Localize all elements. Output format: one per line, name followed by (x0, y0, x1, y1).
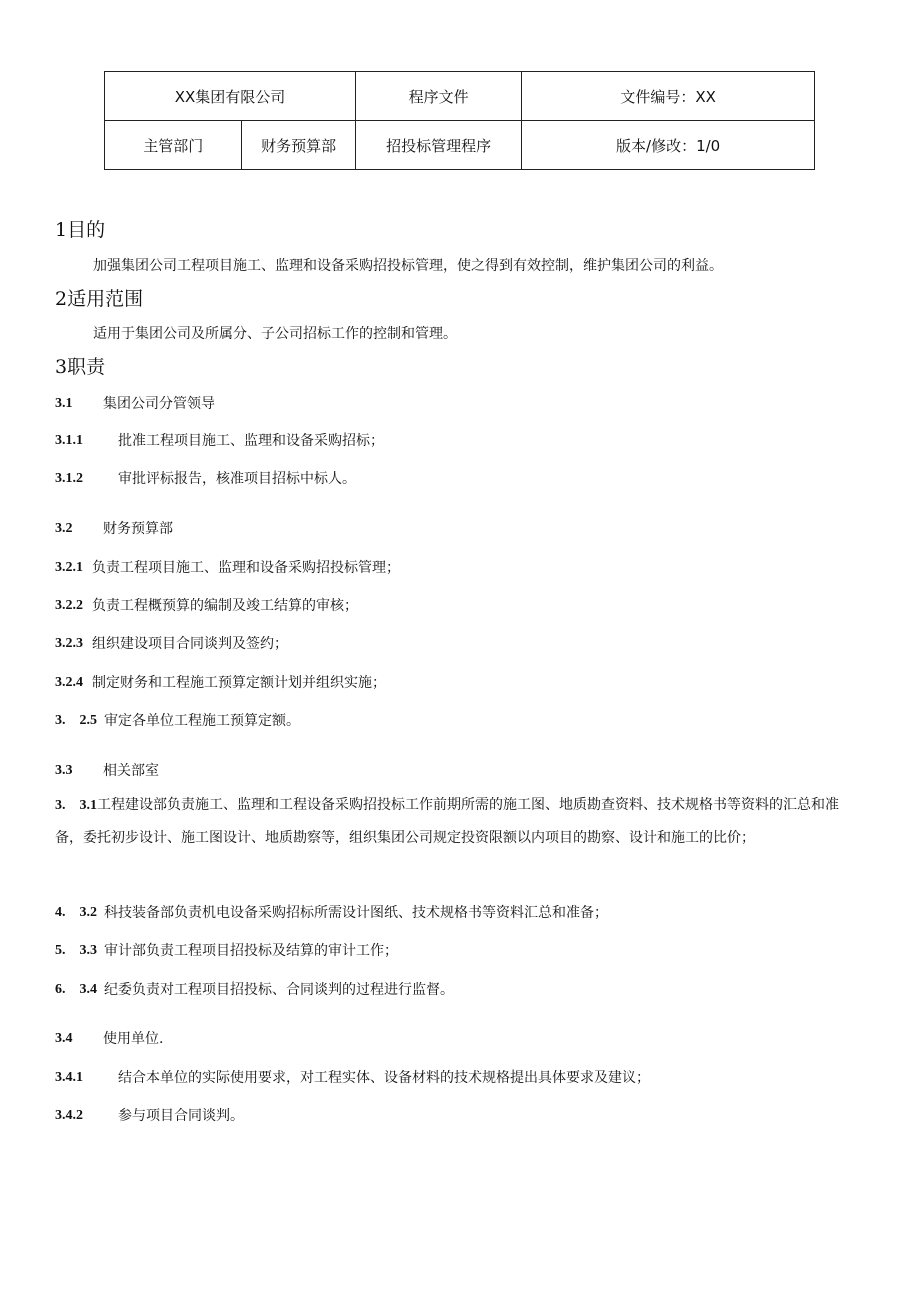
procedure-name-cell: 招投标管理程序 (355, 121, 521, 170)
item-3-1-2-text: 审批评标报告，核准项目招标中标人。 (118, 471, 356, 487)
item-3-3-3-text: 审计部负责工程项目招投标及结算的审计工作； (104, 943, 398, 959)
item-3-2-1-number: 3.2.1 (55, 560, 83, 575)
item-3-2-number: 3.2 (55, 521, 73, 536)
section-2-text: 适用于集团公司及所属分、子公司招标工作的控制和管理。 (93, 326, 457, 342)
item-3-1-1-text: 批准工程项目施工、监理和设备采购招标； (118, 433, 384, 449)
item-3-4-2-number: 3.4.2 (55, 1108, 83, 1123)
item-3-2-4-number: 3.2.4 (55, 675, 83, 690)
dept-value-cell: 财务预算部 (242, 121, 356, 170)
item-3-3-4-text: 纪委负责对工程项目招投标、合同谈判的过程进行监督。 (104, 982, 454, 998)
item-3-3-4-number: 6. 3.4 (55, 982, 97, 997)
item-3-1-text: 集团公司分管领导 (103, 396, 215, 412)
item-3-4-1-text: 结合本单位的实际使用要求，对工程实体、设备材料的技术规格提出具体要求及建议； (118, 1070, 650, 1086)
doc-number-cell: 文件编号：XX (522, 72, 815, 121)
dept-label-cell: 主管部门 (105, 121, 242, 170)
item-3-4-1-number: 3.4.1 (55, 1070, 83, 1085)
item-3-1-2-number: 3.1.2 (55, 471, 83, 486)
item-3-2-2-text: 负责工程概预算的编制及竣工结算的审核； (92, 598, 358, 614)
item-3-3-3-number: 5. 3.3 (55, 943, 97, 958)
company-name-cell: XX集团有限公司 (105, 72, 356, 121)
item-3-4-text: 使用单位. (103, 1031, 164, 1047)
item-3-3-1-number: 3. 3.1 (55, 798, 97, 813)
item-3-1-1-number: 3.1.1 (55, 433, 83, 448)
item-3-2-text: 财务预算部 (103, 521, 173, 537)
section-2-title: 2适用范围 (55, 288, 144, 310)
item-3-2-3-text: 组织建设项目合同谈判及签约； (92, 636, 288, 652)
item-3-2-1-text: 负责工程项目施工、监理和设备采购招投标管理； (92, 560, 400, 576)
header-row-2 (105, 121, 815, 170)
item-3-2-5-text: 审定各单位工程施工预算定额。 (104, 713, 300, 729)
header-row-1 (105, 72, 815, 121)
item-3-1-number: 3.1 (55, 396, 73, 411)
section-1-title: 1目的 (55, 219, 106, 241)
item-3-3-1-paragraph (55, 789, 855, 855)
item-3-3-1-text: 工程建设部负责施工、监理和工程设备采购招投标工作前期所需的施工图、地质勘查资料、技术规格书等资料的汇总和准备，委托初步设计、施工图设计、地质勘察等，组织集团公司规定投资限额以内项目的勘察、设计和施工的比价； (55, 797, 839, 846)
item-3-2-4-text: 制定财务和工程施工预算定额计划并组织实施； (92, 675, 386, 691)
item-3-3-2-number: 4. 3.2 (55, 905, 97, 920)
item-3-3-number: 3.3 (55, 763, 73, 778)
item-3-4-2-text: 参与项目合同谈判。 (118, 1108, 244, 1124)
document-header-table (104, 71, 815, 170)
item-3-2-2-number: 3.2.2 (55, 598, 83, 613)
item-3-4-number: 3.4 (55, 1031, 73, 1046)
section-1-text: 加强集团公司工程项目施工、监理和设备采购招投标管理，使之得到有效控制，维护集团公司的利益。 (93, 258, 723, 274)
item-3-2-3-number: 3.2.3 (55, 636, 83, 651)
item-3-2-5-number: 3. 2.5 (55, 713, 97, 728)
section-3-title: 3职责 (55, 356, 106, 378)
doc-type-cell: 程序文件 (355, 72, 521, 121)
item-3-3-2-text: 科技装备部负责机电设备采购招标所需设计图纸、技术规格书等资料汇总和准备； (104, 905, 608, 921)
version-cell: 版本/修改：1/0 (522, 121, 815, 170)
item-3-3-text: 相关部室 (103, 763, 159, 779)
